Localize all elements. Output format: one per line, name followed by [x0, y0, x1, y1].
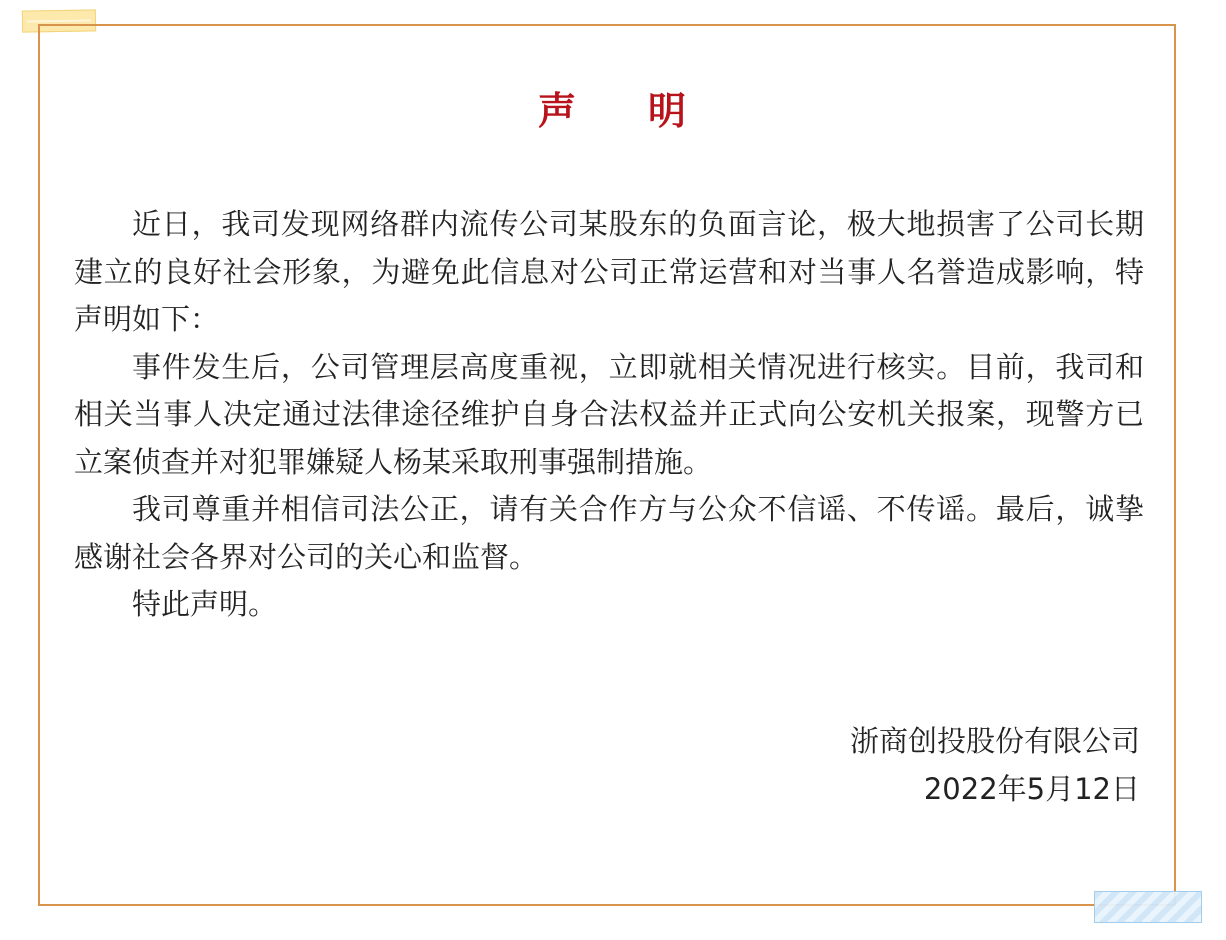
statement-date: 2022年5月12日: [923, 772, 1140, 806]
title-char-left: 声: [537, 89, 578, 133]
paragraph-actions: 事件发生后，公司管理层高度重视，立即就相关情况进行核实。目前，我司和相关当事人决定通过法律途径维护自身合法权益并正式向公安机关报案，现警方已立案侦查并对犯罪嫌疑人杨某采取刑事强制措施。: [74, 349, 1144, 479]
title-char-right: 明: [648, 89, 689, 133]
company-name: 浙商创投股份有限公司: [849, 724, 1140, 758]
statement-title: [0, 84, 1226, 138]
paragraph-closing: 特此声明。: [132, 587, 278, 621]
paragraph-intro: 近日，我司发现网络群内流传公司某股东的负面言论，极大地损害了公司长期建立的良好社会形象，为避免此信息对公司正常运营和对当事人名誉造成影响，特声明如下：: [74, 207, 1144, 336]
decorative-tape-bottom-right: [1094, 891, 1202, 923]
statement-body: [74, 201, 1144, 629]
signature-block: [850, 717, 1140, 813]
paragraph-appeal: 我司尊重并相信司法公正，请有关合作方与公众不信谣、不传谣。最后，诚挚感谢社会各界对公司的关心和监督。: [74, 492, 1144, 574]
